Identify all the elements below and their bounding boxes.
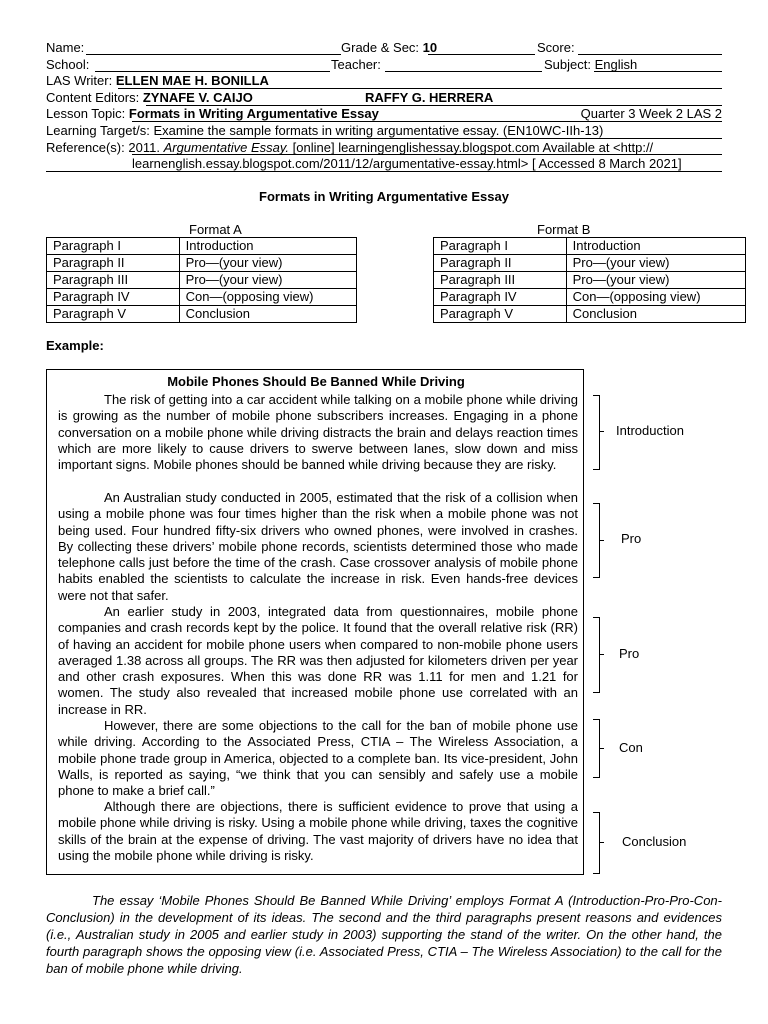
brace-conclusion bbox=[593, 812, 600, 874]
name-blank bbox=[86, 54, 341, 55]
format-a-row bbox=[47, 238, 357, 255]
header-row-writer bbox=[46, 73, 722, 89]
brace-tick-introduction bbox=[600, 431, 604, 432]
format-b-row bbox=[434, 289, 746, 306]
format-b-content-cell: Introduction bbox=[566, 238, 745, 255]
format-a-content-cell: Pro—(your view) bbox=[179, 255, 356, 272]
reference-label: Reference(s): bbox=[46, 140, 129, 155]
writer-label: LAS Writer: bbox=[46, 73, 116, 88]
grade-label: Grade & Sec: bbox=[341, 40, 423, 55]
format-b-table bbox=[433, 237, 746, 323]
format-a-caption: Format A bbox=[189, 222, 242, 237]
target-underline bbox=[160, 138, 722, 139]
format-a-paragraph-cell: Paragraph III bbox=[47, 272, 180, 289]
school-blank bbox=[95, 71, 330, 72]
essay-paragraph-1: The risk of getting into a car accident while talking on a mobile phone while driving is growing as the number of mobile phone subscribers increases. Engaging in a phone conversation on a mobile phone while driving distracts the brain and delays reaction times which are more likely to cause drivers to swerve between lanes, slow down and miss important signs. Mobile phones should be banned while driving because they are risky. bbox=[58, 392, 578, 473]
format-b-row bbox=[434, 306, 746, 323]
label-pro-2: Pro bbox=[619, 646, 640, 661]
format-b-paragraph-cell: Paragraph IV bbox=[434, 289, 567, 306]
reference-line-2: learnenglish.essay.blogspot.com/2011/12/argumentative-essay.html> [ Accessed 8 March 2021] bbox=[132, 156, 682, 171]
target-value: Examine the sample formats in writing argumentative essay. (EN10WC-IIh-13) bbox=[153, 123, 604, 138]
brace-con bbox=[593, 719, 600, 778]
subject-value: English bbox=[594, 57, 638, 72]
essay-title: Mobile Phones Should Be Banned While Driving bbox=[167, 374, 465, 389]
target-label: Learning Target/s: bbox=[46, 123, 154, 138]
format-b-content-cell: Pro—(your view) bbox=[566, 272, 745, 289]
brace-tick-pro-2 bbox=[600, 654, 604, 655]
essay-box bbox=[46, 369, 584, 875]
writer-value: ELLEN MAE H. BONILLA bbox=[115, 73, 269, 88]
format-b-caption: Format B bbox=[537, 222, 591, 237]
format-a-content-cell: Con—(opposing view) bbox=[179, 289, 356, 306]
reference-underline-1 bbox=[132, 154, 722, 155]
teacher-blank bbox=[385, 71, 542, 72]
reference-year: 2011. bbox=[128, 140, 164, 155]
format-b-paragraph-cell: Paragraph I bbox=[434, 238, 567, 255]
grade-blank bbox=[428, 54, 535, 55]
brace-pro-1 bbox=[593, 503, 600, 578]
brace-tick-pro-1 bbox=[600, 540, 604, 541]
topic-label: Lesson Topic: bbox=[46, 106, 129, 121]
brace-introduction bbox=[593, 395, 600, 470]
format-b-paragraph-cell: Paragraph III bbox=[434, 272, 567, 289]
format-b-row bbox=[434, 255, 746, 272]
school-label: School: bbox=[46, 57, 90, 72]
grade-value: 10 bbox=[422, 40, 438, 55]
format-b-paragraph-cell: Paragraph II bbox=[434, 255, 567, 272]
score-blank bbox=[578, 54, 722, 55]
editor-1: ZYNAFE V. CAIJO bbox=[142, 90, 253, 105]
score-label: Score: bbox=[537, 40, 575, 55]
format-a-content-cell: Conclusion bbox=[179, 306, 356, 323]
format-a-table bbox=[46, 237, 357, 323]
essay-paragraph-5: Although there are objections, there is sufficient evidence to prove that using a mobile phone while driving is risky. Using a mobile phone while driving, taxes the cognitive skills of the brain at the expense of driving. The vast majority of drivers have no idea that using the mobile phone while driving is risky. bbox=[58, 799, 578, 863]
format-b-content-cell: Con—(opposing view) bbox=[566, 289, 745, 306]
topic-underline bbox=[132, 121, 722, 122]
brace-pro-2 bbox=[593, 617, 600, 693]
essay-paragraph-3: An earlier study in 2003, integrated data from questionnaires, mobile phone companies and crash records kept by the police. It found that the overall relative risk (RR) of having an accident for mobile phone users when compared to non-mobile phone users averaged 1.38 across all groups. The RR was then adjusted for kilometers driven per year and other crash exposures. When this was done RR was 1.11 for men and 1.21 for women. The study also revealed that increased mobile phone use correlated with an increase in RR. bbox=[58, 604, 578, 717]
format-a-paragraph-cell: Paragraph II bbox=[47, 255, 180, 272]
teacher-label: Teacher: bbox=[331, 57, 381, 72]
reference-underline-2 bbox=[46, 171, 722, 172]
label-con: Con bbox=[619, 740, 643, 755]
format-a-row bbox=[47, 255, 357, 272]
quarter-info: Quarter 3 Week 2 LAS 2 bbox=[580, 106, 722, 121]
format-a-row bbox=[47, 289, 357, 306]
format-a-paragraph-cell: Paragraph I bbox=[47, 238, 180, 255]
summary-essay-title: The essay ‘Mobile Phones Should Be Banned While Driving’ bbox=[92, 893, 451, 908]
format-b-row bbox=[434, 272, 746, 289]
format-b-row bbox=[434, 238, 746, 255]
summary-paragraph bbox=[46, 892, 722, 977]
summary-body: employs Format A (Introduction-Pro-Pro-Con-Conclusion) in the development of its ideas. The second and the third paragraphs present reasons and evidences (i.e., Australian study in 2005 and earlier study in 2003) supporting the stand of the writer. On the other hand, the fourth paragraph shows the opposing view (i.e. Associated Press, CTIA – The Wireless Association) to the call for the ban of mobile phone while driving. bbox=[46, 893, 722, 976]
label-pro-1: Pro bbox=[621, 531, 642, 546]
format-b-content-cell: Pro—(your view) bbox=[566, 255, 745, 272]
essay-paragraph-4: However, there are some objections to the call for the ban of mobile phone use while driving. According to the Associated Press, CTIA – The Wireless Association, a mobile phone trade group in America, objected to a complete ban. Its vice-president, John Walls, is reported as saying, “we think that you can sensibly and safely use a mobile phone to make a brief call.” bbox=[58, 718, 578, 799]
writer-underline bbox=[118, 88, 722, 89]
brace-tick-conclusion bbox=[600, 842, 604, 843]
subject-blank bbox=[594, 71, 722, 72]
header-row-target bbox=[46, 123, 722, 139]
editor-2: RAFFY G. HERRERA bbox=[365, 90, 494, 105]
label-conclusion: Conclusion bbox=[622, 834, 687, 849]
format-b-content-cell: Conclusion bbox=[566, 306, 745, 323]
essay-paragraph-2: An Australian study conducted in 2005, estimated that the risk of a collision when using a mobile phone was four times higher than the risk when a mobile phone was not being used. Four hundred fifty-six drivers who owned phones, were involved in crashes. By collecting these drivers’ mobile phone records, scientists determined those who made telephone calls just before the time of the crash. Case crossover analysis of mobile phone habits enabled the scientists to calculate the increase in risk. Even hands-free devices were not that safer. bbox=[58, 490, 578, 603]
name-label: Name: bbox=[46, 40, 85, 55]
format-a-content-cell: Introduction bbox=[179, 238, 356, 255]
format-a-row bbox=[47, 272, 357, 289]
subject-label: Subject: bbox=[544, 57, 595, 72]
editors-label: Content Editors: bbox=[46, 90, 143, 105]
reference-title: Argumentative Essay. bbox=[163, 140, 290, 155]
reference-source: [online] learningenglishessay.blogspot.com Available at <http:// bbox=[289, 140, 654, 155]
format-a-paragraph-cell: Paragraph IV bbox=[47, 289, 180, 306]
format-b-paragraph-cell: Paragraph V bbox=[434, 306, 567, 323]
example-label: Example: bbox=[46, 338, 104, 353]
brace-tick-con bbox=[600, 748, 604, 749]
format-a-row bbox=[47, 306, 357, 323]
label-introduction: Introduction bbox=[616, 423, 684, 438]
topic-value: Formats in Writing Argumentative Essay bbox=[128, 106, 379, 121]
format-a-content-cell: Pro—(your view) bbox=[179, 272, 356, 289]
format-a-paragraph-cell: Paragraph V bbox=[47, 306, 180, 323]
page-title: Formats in Writing Argumentative Essay bbox=[259, 189, 509, 204]
